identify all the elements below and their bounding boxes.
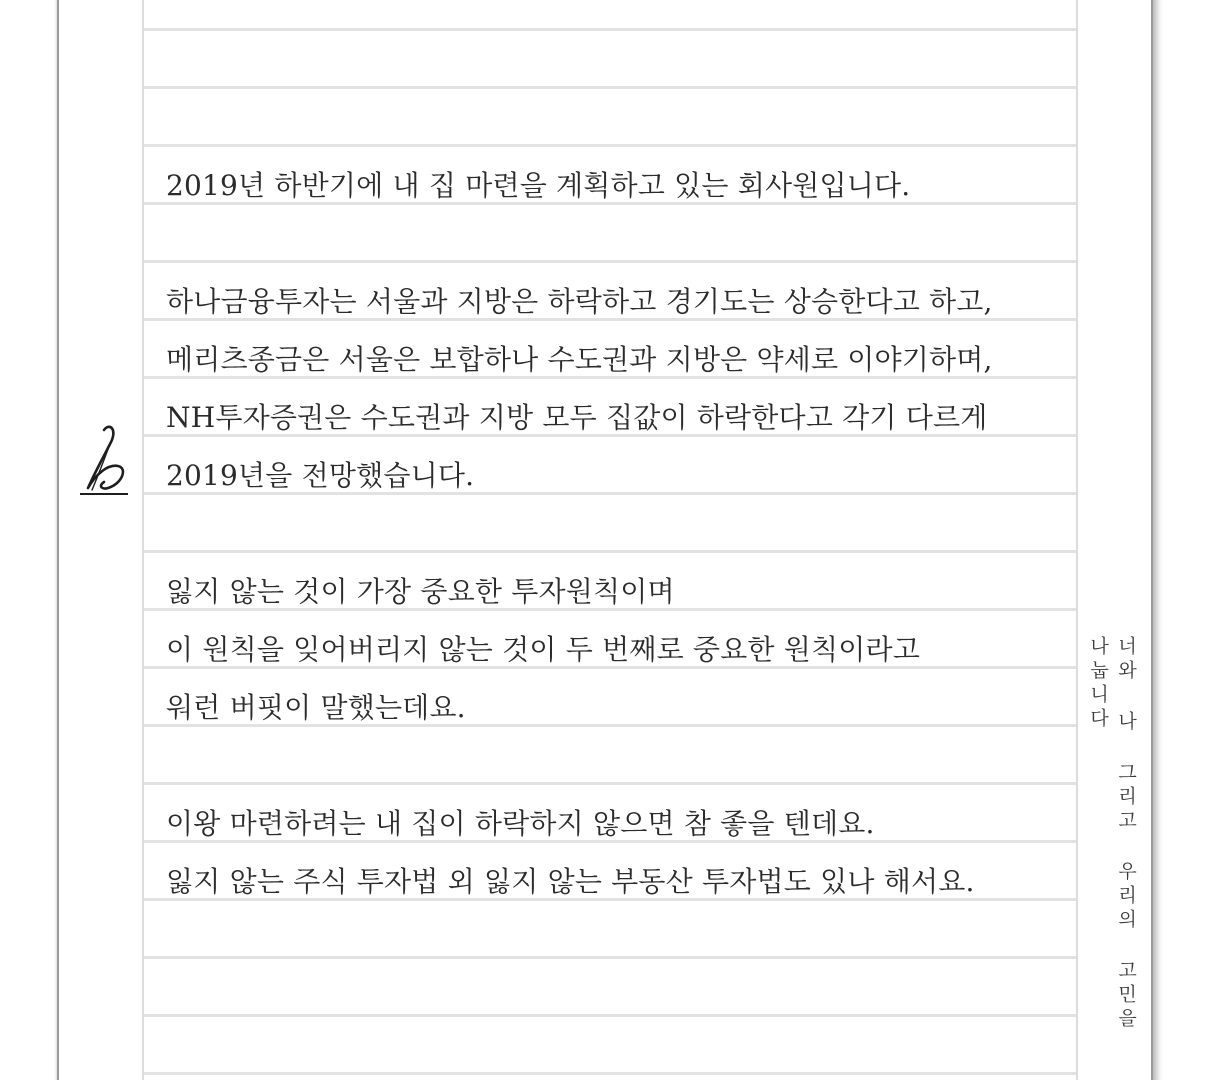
ruled-line <box>144 28 1076 31</box>
ruled-line <box>144 86 1076 89</box>
ruled-line <box>144 144 1076 147</box>
ruled-line <box>144 1072 1076 1075</box>
letter-line: 이 원칙을 잊어버리지 않는 것이 두 번째로 중요한 원칙이라고 <box>166 633 921 666</box>
letter-line: 잃지 않는 주식 투자법 외 잃지 않는 부동산 투자법도 있나 해서요. <box>166 865 975 898</box>
letter-line: 2019년을 전망했습니다. <box>166 459 475 492</box>
letter-line: 2019년 하반기에 내 집 마련을 계획하고 있는 회사원입니다. <box>166 169 911 202</box>
signature-icon <box>74 424 134 500</box>
letter-line: 잃지 않는 것이 가장 중요한 투자원칙이며 <box>166 575 675 608</box>
letter-line: 메리츠종금은 서울은 보합하나 수도권과 지방은 약세로 이야기하며, <box>166 343 993 376</box>
ruled-line <box>144 956 1076 959</box>
vertical-margin-caption: 너와 나 그리고 우리의 고민을 나눕니다 <box>1087 636 1137 1032</box>
letter-line: 이왕 마련하려는 내 집이 하락하지 않으면 참 좋을 텐데요. <box>166 807 875 840</box>
writing-column <box>142 0 1078 1080</box>
ruled-line <box>144 782 1076 785</box>
ruled-line <box>144 550 1076 553</box>
ruled-line <box>144 260 1076 263</box>
letter-line: NH투자증권은 수도권과 지방 모두 집값이 하락한다고 각기 다르게 <box>166 401 988 434</box>
ruled-line <box>144 1014 1076 1017</box>
letter-line: 워런 버핏이 말했는데요. <box>166 691 466 724</box>
letter-line: 하나금융투자는 서울과 지방은 하락하고 경기도는 상승한다고 하고, <box>166 285 993 318</box>
